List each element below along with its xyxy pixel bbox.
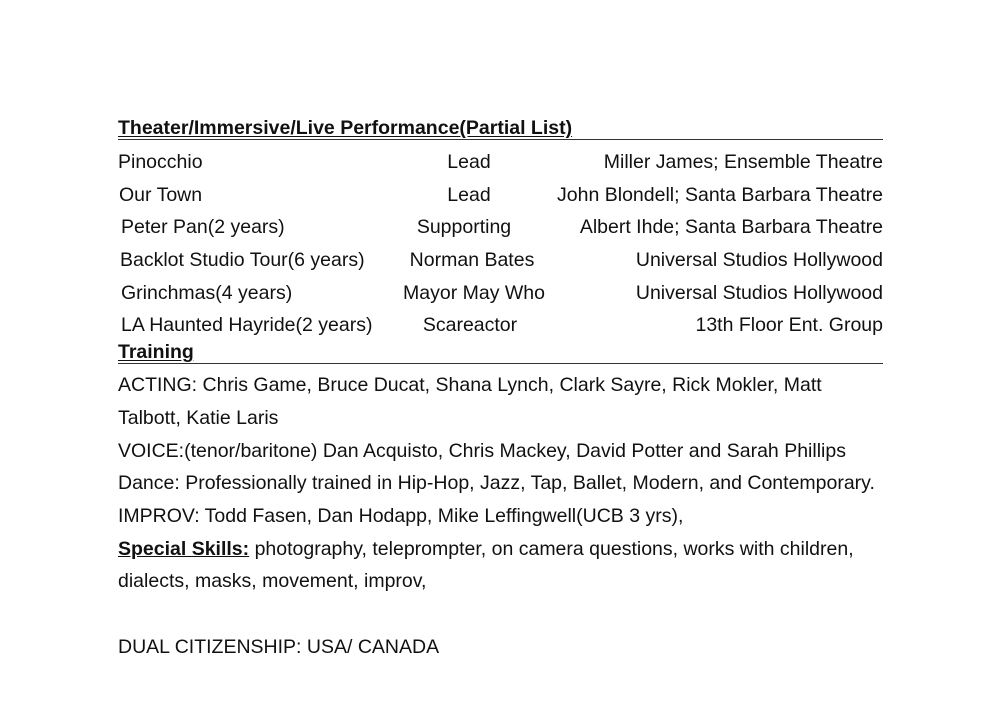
credit-role: Norman Bates bbox=[409, 249, 535, 272]
special-skills-line-continued: dialects, masks, movement, improv, bbox=[118, 570, 427, 593]
credit-row bbox=[118, 277, 883, 310]
special-skills-text: photography, teleprompter, on camera questions, works with children, bbox=[249, 537, 854, 560]
credit-title: Our Town bbox=[119, 183, 203, 206]
credit-role: Mayor May Who bbox=[403, 281, 545, 304]
special-skills-line bbox=[118, 533, 883, 566]
credit-role: Lead bbox=[447, 151, 491, 173]
credit-role: Supporting bbox=[416, 216, 512, 239]
training-section-heading: Training bbox=[118, 340, 883, 364]
credit-company: Albert Ihde; Santa Barbara Theatre bbox=[579, 216, 883, 239]
acting-line-continued: Talbott, Katie Laris bbox=[118, 406, 279, 429]
citizenship-line: DUAL CITIZENSHIP: USA/ CANADA bbox=[118, 635, 440, 658]
voice-line: VOICE:(tenor/baritone) Dan Acquisto, Chris Mackey, David Potter and Sarah Phillips bbox=[118, 439, 846, 462]
training-block bbox=[118, 369, 883, 663]
credit-company: Universal Studios Hollywood bbox=[635, 249, 883, 272]
credit-row bbox=[118, 179, 883, 212]
credit-row bbox=[118, 146, 883, 179]
credit-company: Miller James; Ensemble Theatre bbox=[603, 151, 883, 173]
credit-role: Scareactor bbox=[422, 314, 518, 337]
resume-page bbox=[118, 116, 883, 663]
credit-company: 13th Floor Ent. Group bbox=[695, 314, 883, 337]
special-skills-label: Special Skills: bbox=[118, 537, 250, 560]
credit-title: Peter Pan(2 years) bbox=[121, 216, 285, 239]
theater-section-heading: Theater/Immersive/Live Performance(Partial List) bbox=[118, 116, 883, 140]
improv-line: IMPROV: Todd Fasen, Dan Hodapp, Mike Leffingwell(UCB 3 yrs), bbox=[118, 504, 684, 527]
credit-title: LA Haunted Hayride(2 years) bbox=[121, 314, 373, 337]
dance-line: Dance: Professionally trained in Hip-Hop, Jazz, Tap, Ballet, Modern, and Contemporary. bbox=[118, 472, 875, 495]
blank-line bbox=[118, 598, 883, 631]
credit-row bbox=[118, 244, 883, 277]
credit-company: John Blondell; Santa Barbara Theatre bbox=[557, 183, 883, 206]
credit-row bbox=[118, 309, 883, 342]
credit-row bbox=[118, 211, 883, 244]
credit-title: Pinocchio bbox=[118, 151, 203, 173]
credit-title: Backlot Studio Tour(6 years) bbox=[120, 249, 365, 272]
credit-role: Lead bbox=[447, 183, 491, 206]
credit-title: Grinchmas(4 years) bbox=[121, 281, 293, 304]
acting-line: ACTING: Chris Game, Bruce Ducat, Shana Lynch, Clark Sayre, Rick Mokler, Matt bbox=[118, 374, 822, 397]
credit-company: Universal Studios Hollywood bbox=[635, 281, 883, 304]
credits-list bbox=[118, 146, 883, 342]
